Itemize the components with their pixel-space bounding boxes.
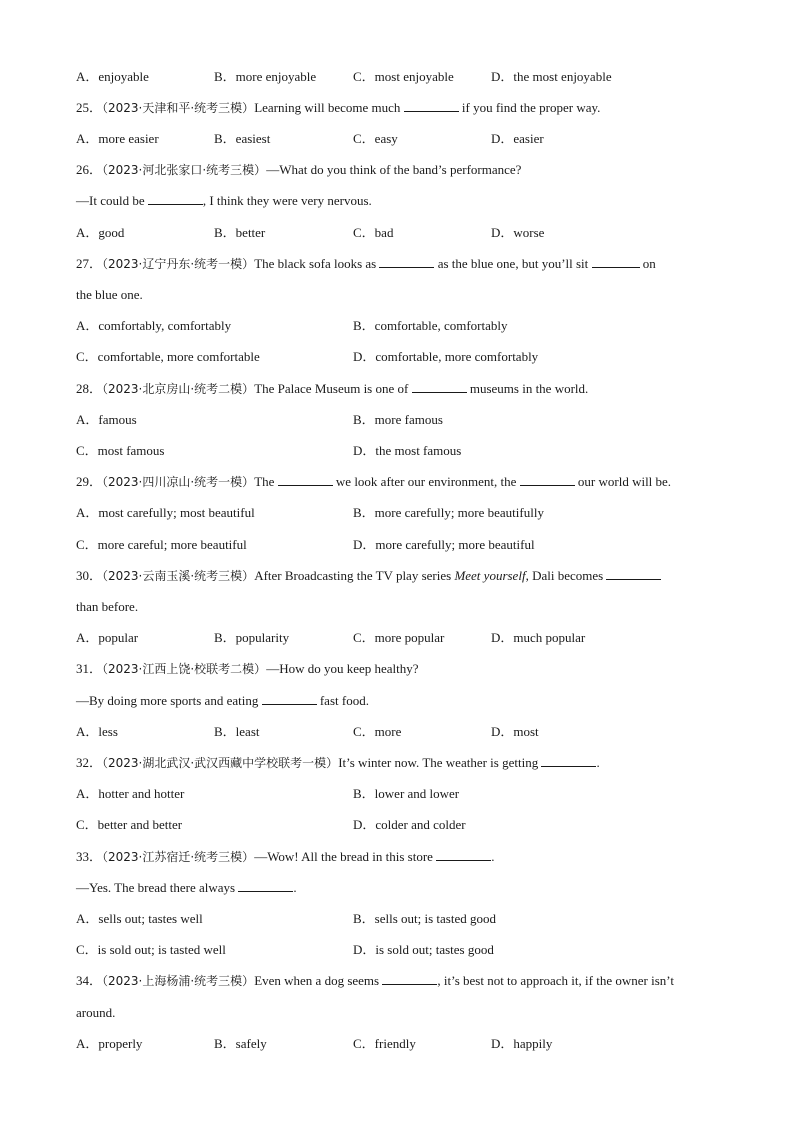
question-source: （2023·上海杨浦·统考三模） — [102, 974, 255, 988]
question-source: （2023·河北张家口·统考三模） — [102, 163, 267, 177]
q27-text-c: on — [642, 256, 656, 271]
question-source: （2023·江苏宿迁·统考三模） — [102, 850, 255, 864]
question-number: 26． — [76, 162, 103, 177]
answer-blank[interactable] — [262, 693, 317, 705]
q25-text-before: Learning will become much — [254, 100, 401, 115]
q34-option-d: D．happily — [491, 1036, 553, 1051]
q24-option-d: D．the most enjoyable — [491, 69, 612, 84]
q30-option-a: A．popular — [76, 630, 139, 645]
q26-option-b: B．better — [214, 225, 266, 240]
q27-text-b: as the blue one, but you’ll sit — [437, 256, 589, 271]
q32-option-d: D．colder and colder — [353, 817, 466, 832]
q34-option-b: B．safely — [214, 1036, 267, 1051]
q33-stem — [76, 849, 494, 865]
q26-line2 — [76, 193, 372, 209]
q31-option-c: C．more — [353, 724, 402, 739]
q28-option-c: C．most famous — [76, 443, 165, 458]
question-source: （2023·天津和平·统考三模） — [102, 101, 255, 115]
q26-text-before: —It could be — [76, 193, 145, 208]
q31-stem — [76, 661, 419, 677]
q33-option-c: C．is sold out; is tasted well — [76, 942, 226, 957]
q27-option-c: C．comfortable, more comfortable — [76, 349, 260, 364]
q32-option-a: A．hotter and hotter — [76, 786, 185, 801]
question-number: 34． — [76, 973, 103, 988]
q34-option-c: C．friendly — [353, 1036, 416, 1051]
q32-text-before: It’s winter now. The weather is getting — [338, 755, 539, 770]
q30-option-b: B．popularity — [214, 630, 290, 645]
q27-option-d: D．comfortable, more comfortably — [353, 349, 539, 364]
q25-option-c: C．easy — [353, 131, 398, 146]
question-source: （2023·江西上饶·校联考二模） — [102, 662, 267, 676]
q33-line2-after: . — [293, 880, 297, 895]
q31-text-after: fast food. — [319, 693, 369, 708]
q29-option-b: B．more carefully; more beautifully — [353, 505, 544, 520]
q29-text-b: we look after our environment, the — [335, 474, 517, 489]
q30-option-d: D．much popular — [491, 630, 586, 645]
q32-text-after: . — [596, 755, 600, 770]
question-number: 28． — [76, 381, 103, 396]
q28-option-d: D．the most famous — [353, 443, 462, 458]
q26-option-c: C．bad — [353, 225, 394, 240]
answer-blank[interactable] — [148, 193, 203, 205]
q34-text-after: , it’s best not to approach it, if the owner isn’t — [437, 973, 674, 988]
q31-line2 — [76, 693, 369, 709]
answer-blank[interactable] — [382, 973, 437, 985]
q25-option-a: A．more easier — [76, 131, 159, 146]
q34-text-before: Even when a dog seems — [254, 973, 380, 988]
q26-option-a: A．good — [76, 225, 125, 240]
question-number: 31． — [76, 661, 103, 676]
answer-blank[interactable] — [541, 755, 596, 767]
question-source: （2023·湖北武汉·武汉西藏中学校联考一模） — [102, 756, 339, 770]
question-source: （2023·云南玉溪·统考三模） — [102, 569, 255, 583]
q33-option-d: D．is sold out; tastes good — [353, 942, 494, 957]
q28-text-before: The Palace Museum is one of — [254, 381, 409, 396]
q30-text-before: After Broadcasting the TV play series — [254, 568, 452, 583]
question-number: 27． — [76, 256, 103, 271]
question-number: 33． — [76, 849, 103, 864]
q32-option-b: B．lower and lower — [353, 786, 460, 801]
q28-option-a: A．famous — [76, 412, 137, 427]
q25-option-d: D．easier — [491, 131, 544, 146]
q33-line2-before: —Yes. The bread there always — [76, 880, 236, 895]
q30-option-c: C．more popular — [353, 630, 445, 645]
q24-option-b: B．more enjoyable — [214, 69, 317, 84]
q26-stem — [76, 162, 521, 178]
question-number: 25． — [76, 100, 103, 115]
q27-line2: the blue one. — [76, 287, 143, 302]
q32-stem — [76, 755, 600, 771]
q33-line2 — [76, 880, 297, 896]
answer-blank[interactable] — [238, 880, 293, 892]
q29-option-c: C．more careful; more beautiful — [76, 537, 247, 552]
q30-stem — [76, 568, 661, 584]
question-number: 29． — [76, 474, 103, 489]
q29-option-a: A．most carefully; most beautiful — [76, 505, 255, 520]
answer-blank[interactable] — [592, 256, 640, 268]
answer-blank[interactable] — [278, 474, 333, 486]
q32-option-c: C．better and better — [76, 817, 183, 832]
answer-blank[interactable] — [520, 474, 575, 486]
q25-stem — [76, 100, 600, 116]
q28-text-after: museums in the world. — [469, 381, 589, 396]
q27-stem — [76, 256, 656, 272]
answer-blank[interactable] — [436, 849, 491, 861]
q33-text-after: . — [491, 849, 495, 864]
q30-text-after: , Dali becomes — [525, 568, 604, 583]
answer-blank[interactable] — [379, 256, 434, 268]
q33-option-a: A．sells out; tastes well — [76, 911, 203, 926]
q24-option-c: C．most enjoyable — [353, 69, 454, 84]
q34-line2: around. — [76, 1005, 116, 1020]
q34-stem — [76, 973, 674, 989]
q27-option-b: B．comfortable, comfortably — [353, 318, 508, 333]
q31-option-d: D．most — [491, 724, 539, 739]
q33-option-b: B．sells out; is tasted good — [353, 911, 497, 926]
question-source: （2023·北京房山·统考二模） — [102, 382, 255, 396]
answer-blank[interactable] — [404, 100, 459, 112]
q31-text-before: —By doing more sports and eating — [76, 693, 259, 708]
q26-text-after: , I think they were very nervous. — [202, 193, 372, 208]
q33-text-before: —Wow! All the bread in this store — [254, 849, 433, 864]
question-number: 32． — [76, 755, 103, 770]
q27-text-a: The black sofa looks as — [254, 256, 377, 271]
q30-line2: than before. — [76, 599, 139, 614]
q31-option-a: A．less — [76, 724, 118, 739]
question-source: （2023·辽宁丹东·统考一模） — [102, 257, 255, 271]
q26-line1: —What do you think of the band’s performance? — [266, 162, 522, 177]
q29-text-a: The — [254, 474, 275, 489]
q31-line1: —How do you keep healthy? — [266, 661, 419, 676]
question-source: （2023·四川凉山·统考一模） — [102, 475, 255, 489]
q25-option-b: B．easiest — [214, 131, 271, 146]
q24-option-a: A．enjoyable — [76, 69, 149, 84]
q27-option-a: A．comfortably, comfortably — [76, 318, 232, 333]
question-number: 30． — [76, 568, 103, 583]
q31-option-b: B．least — [214, 724, 260, 739]
answer-blank[interactable] — [606, 568, 661, 580]
q28-option-b: B．more famous — [353, 412, 443, 427]
q29-text-c: our world will be. — [577, 474, 672, 489]
q30-title: Meet yourself — [454, 568, 526, 583]
q26-option-d: D．worse — [491, 225, 545, 240]
q34-option-a: A．properly — [76, 1036, 143, 1051]
q28-stem — [76, 381, 588, 397]
q29-option-d: D．more carefully; more beautiful — [353, 537, 535, 552]
q29-stem — [76, 474, 671, 490]
q25-text-after: if you find the proper way. — [461, 100, 601, 115]
answer-blank[interactable] — [412, 381, 467, 393]
